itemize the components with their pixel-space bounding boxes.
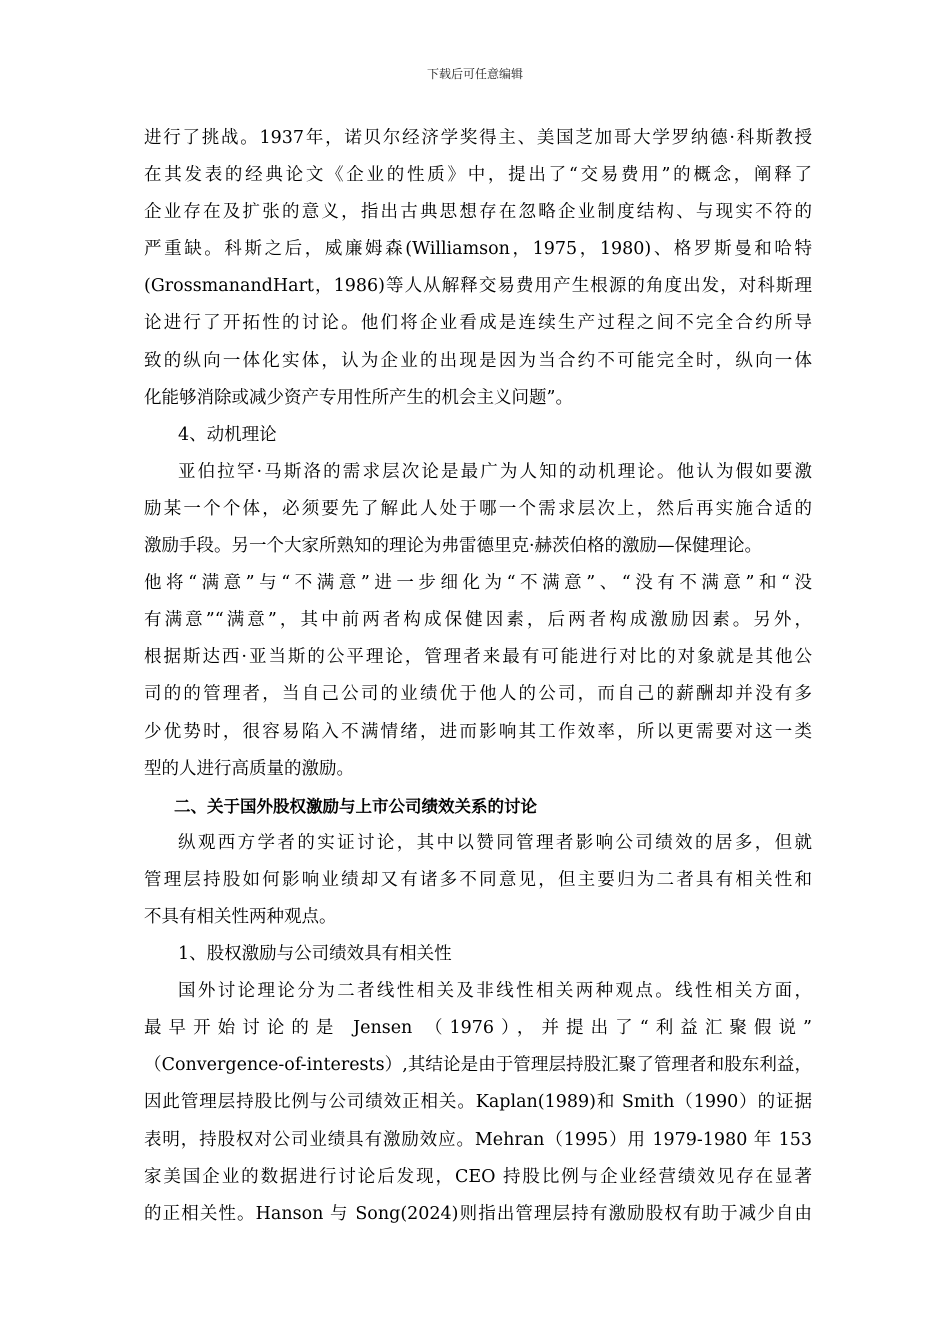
section-heading-motivation-theory: 4、动机理论 [178,424,277,445]
paragraph-line: (GrossmanandHart，1986)等人从解释交易费用产生根源的角度出发，对科斯理 [144,276,812,297]
paragraph-line: 化能够消除或减少资产专用性所产生的机会主义问题”。 [144,387,573,408]
paragraph-line: 少优势时，很容易陷入不满情绪，进而影响其工作效率，所以更需要对这一类 [144,721,812,742]
paragraph-line: 亚伯拉罕·马斯洛的需求层次论是最广为人知的动机理论。他认为假如要激 [178,461,812,482]
paragraph-line: （Convergence-of-interests）,其结论是由于管理层持股汇聚了管理者和股东利益， [144,1055,812,1076]
paragraph-line: 型的人进行高质量的激励。 [144,758,354,779]
paragraph-line: 在其发表的经典论文《企业的性质》中，提出了“交易费用”的概念，阐释了 [144,165,812,186]
subsection-heading-correlation: 1、股权激励与公司绩效具有相关性 [178,944,452,965]
paragraph-line: 表明，持股权对公司业绩具有激励效应。Mehran（1995）用 1979-1980 年 153 [144,1129,812,1150]
paragraph-line: 不具有相关性两种观点。 [144,906,337,927]
paragraph-line: 管理层持股如何影响业绩却又有诸多不同意见，但主要归为二者具有相关性和 [144,869,812,890]
paragraph-line: 激励手段。另一个大家所熟知的理论为弗雷德里克·赫茨伯格的激励—保健理论。 [144,536,763,557]
paragraph-line: 的正相关性。Hanson 与 Song(2024)则指出管理层持有激励股权有助于减少自由 [144,1203,812,1224]
paragraph-line: 励某一个个体，必须要先了解此人处于哪一个需求层次上，然后再实施合适的 [144,498,812,519]
paragraph-line: 纵观西方学者的实证讨论，其中以赞同管理者影响公司绩效的居多，但就 [178,832,812,853]
paragraph-line: 国外讨论理论分为二者线性相关及非线性相关两种观点。线性相关方面， [178,981,812,1002]
paragraph-line: 论进行了开拓性的讨论。他们将企业看成是连续生产过程之间不完全合约所导 [144,313,812,334]
paragraph-line: 最早开始讨论的是 Jensen （1976），并提出了“利益汇聚假说” [144,1018,812,1039]
paragraph-line: 家美国企业的数据进行讨论后发现，CEO 持股比例与企业经营绩效见存在显著 [144,1166,812,1187]
paragraph-line: 致的纵向一体化实体，认为企业的出现是因为当合约不可能完全时，纵向一体 [144,350,812,371]
paragraph-line: 他将“满意”与“不满意”进一步细化为“不满意”、“没有不满意”和“没 [144,573,812,594]
paragraph-line: 因此管理层持股比例与公司绩效正相关。Kaplan(1989)和 Smith（1990）的证据 [144,1092,812,1113]
section-heading-foreign-equity-incentive: 二、关于国外股权激励与上市公司绩效关系的讨论 [174,796,537,816]
paragraph-line: 有满意”“满意”，其中前两者构成保健因素，后两者构成激励因素。另外， [144,610,812,631]
paragraph-line: 企业存在及扩张的意义，指出古典思想存在忽略企业制度结构、与现实不符的 [144,202,812,223]
paragraph-line: 司的的管理者，当自己公司的业绩优于他人的公司，而自己的薪酬却并没有多 [144,684,812,705]
page-header: 下载后可任意编辑 [426,67,523,81]
paragraph-line: 严重缺。科斯之后，威廉姆森(Williamson，1975，1980)、格罗斯曼和哈特 [144,239,812,260]
paragraph-line: 进行了挑战。1937年，诺贝尔经济学奖得主、美国芝加哥大学罗纳德·科斯教授 [144,128,812,148]
document-body [144,120,812,1233]
paragraph-line: 根据斯达西·亚当斯的公平理论，管理者来最有可能进行对比的对象就是其他公 [144,647,812,668]
